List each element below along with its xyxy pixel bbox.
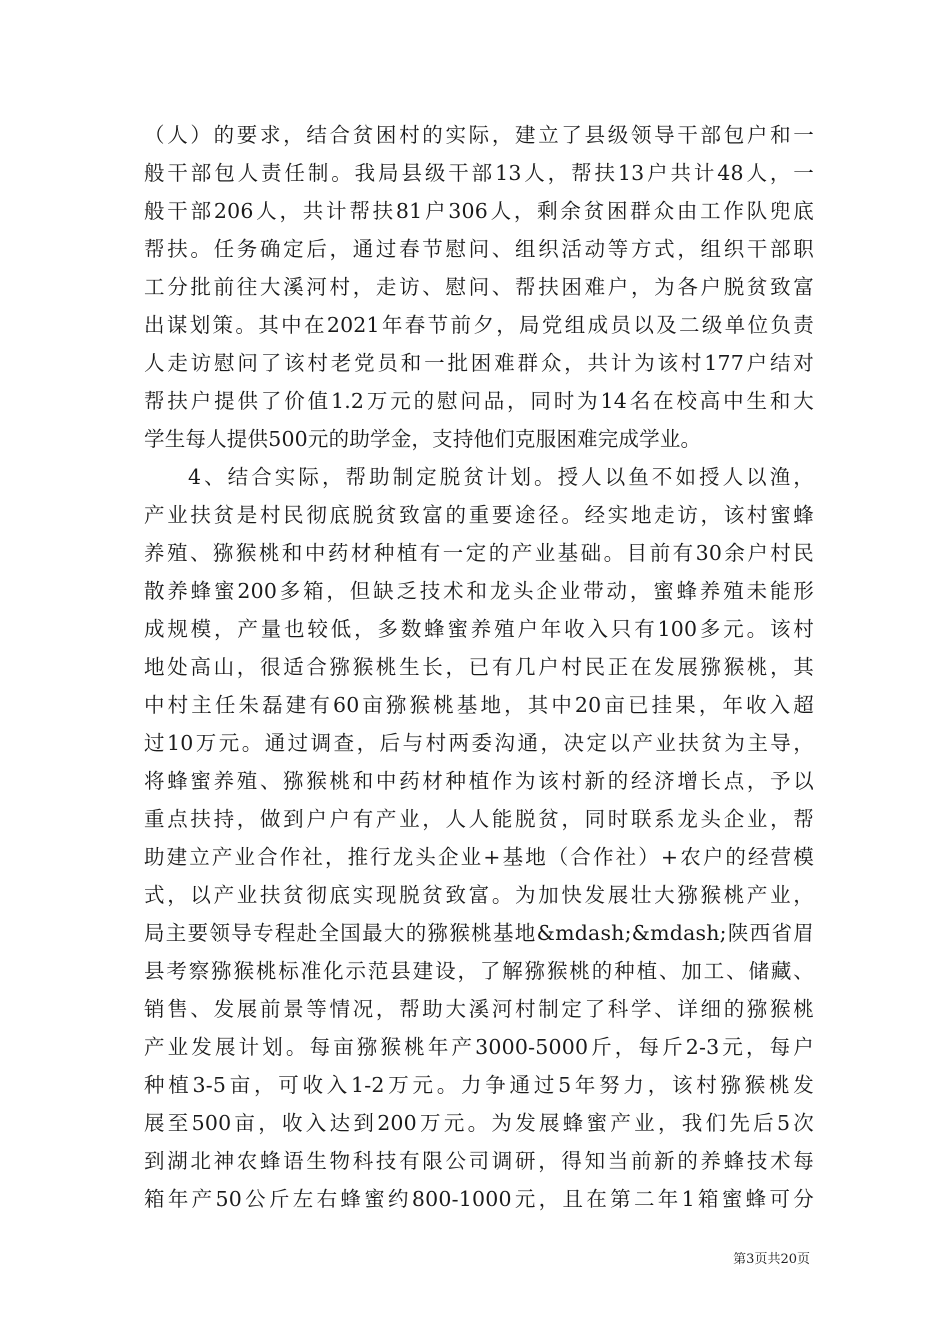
- text-line: 学生每人提供500元的助学金，支持他们克服困难完成学业。: [144, 427, 702, 451]
- text-line: 到湖北神农蜂语生物科技有限公司调研，得知当前新的养蜂技术每: [144, 1149, 814, 1173]
- text-line: 局主要领导专程赴全国最大的猕猴桃基地&mdash;&mdash;陕西省眉: [144, 921, 814, 945]
- text-line: 人走访慰问了该村老党员和一批困难群众，共计为该村177户结对: [144, 351, 814, 375]
- text-line: 产业发展计划。每亩猕猴桃年产3000-5000斤，每斤2-3元，每户: [144, 1035, 814, 1059]
- text-line: 成规模，产量也较低，多数蜂蜜养殖户年收入只有100多元。该村: [144, 617, 814, 641]
- text-line: 般干部包人责任制。我局县级干部13人，帮扶13户共计48人，一: [144, 161, 814, 185]
- text-line: 散养蜂蜜200多箱，但缺乏技术和龙头企业带动，蜜蜂养殖未能形: [144, 579, 814, 603]
- text-line: 地处高山，很适合猕猴桃生长，已有几户村民正在发展猕猴桃，其: [144, 655, 814, 679]
- body-text: [144, 116, 814, 1218]
- text-line: 工分批前往大溪河村，走访、慰问、帮扶困难户，为各户脱贫致富: [144, 275, 814, 299]
- text-line: 帮扶。任务确定后，通过春节慰问、组织活动等方式，组织干部职: [144, 237, 814, 261]
- text-line: 出谋划策。其中在2021年春节前夕，局党组成员以及二级单位负责: [144, 313, 814, 337]
- text-line: 式，以产业扶贫彻底实现脱贫致富。为加快发展壮大猕猴桃产业，: [144, 883, 814, 907]
- text-line: 帮扶户提供了价值1.2万元的慰问品，同时为14名在校高中生和大: [144, 389, 814, 413]
- page-number-footer: 第3页共20页: [733, 1252, 810, 1267]
- text-line: 养殖、猕猴桃和中药材种植有一定的产业基础。目前有30余户村民: [144, 541, 814, 565]
- text-line: 中村主任朱磊建有60亩猕猴桃基地，其中20亩已挂果，年收入超: [144, 693, 814, 717]
- text-line: 般干部206人，共计帮扶81户306人，剩余贫困群众由工作队兜底: [144, 199, 814, 223]
- text-line: 销售、发展前景等情况，帮助大溪河村制定了科学、详细的猕猴桃: [144, 997, 814, 1021]
- paragraph-start-line: 4、结合实际，帮助制定脱贫计划。授人以鱼不如授人以渔，: [188, 465, 814, 489]
- text-line: 县考察猕猴桃标准化示范县建设，了解猕猴桃的种植、加工、储藏、: [144, 959, 814, 983]
- text-line: 重点扶持，做到户户有产业，人人能脱贫，同时联系龙头企业，帮: [144, 807, 814, 831]
- text-line: 过10万元。通过调查，后与村两委沟通，决定以产业扶贫为主导，: [144, 731, 814, 755]
- text-line: （人）的要求，结合贫困村的实际，建立了县级领导干部包户和一: [144, 123, 814, 147]
- text-line: 产业扶贫是村民彻底脱贫致富的重要途径。经实地走访，该村蜜蜂: [144, 503, 814, 527]
- text-line: 种植3-5亩，可收入1-2万元。力争通过5年努力，该村猕猴桃发: [144, 1073, 814, 1097]
- text-line: 展至500亩，收入达到200万元。为发展蜂蜜产业，我们先后5次: [144, 1111, 814, 1135]
- text-line: 将蜂蜜养殖、猕猴桃和中药材种植作为该村新的经济增长点，予以: [144, 769, 814, 793]
- text-line: 箱年产50公斤左右蜂蜜约800-1000元，且在第二年1箱蜜蜂可分: [144, 1187, 814, 1211]
- text-line: 助建立产业合作社，推行龙头企业+基地（合作社）+农户的经营模: [144, 845, 814, 869]
